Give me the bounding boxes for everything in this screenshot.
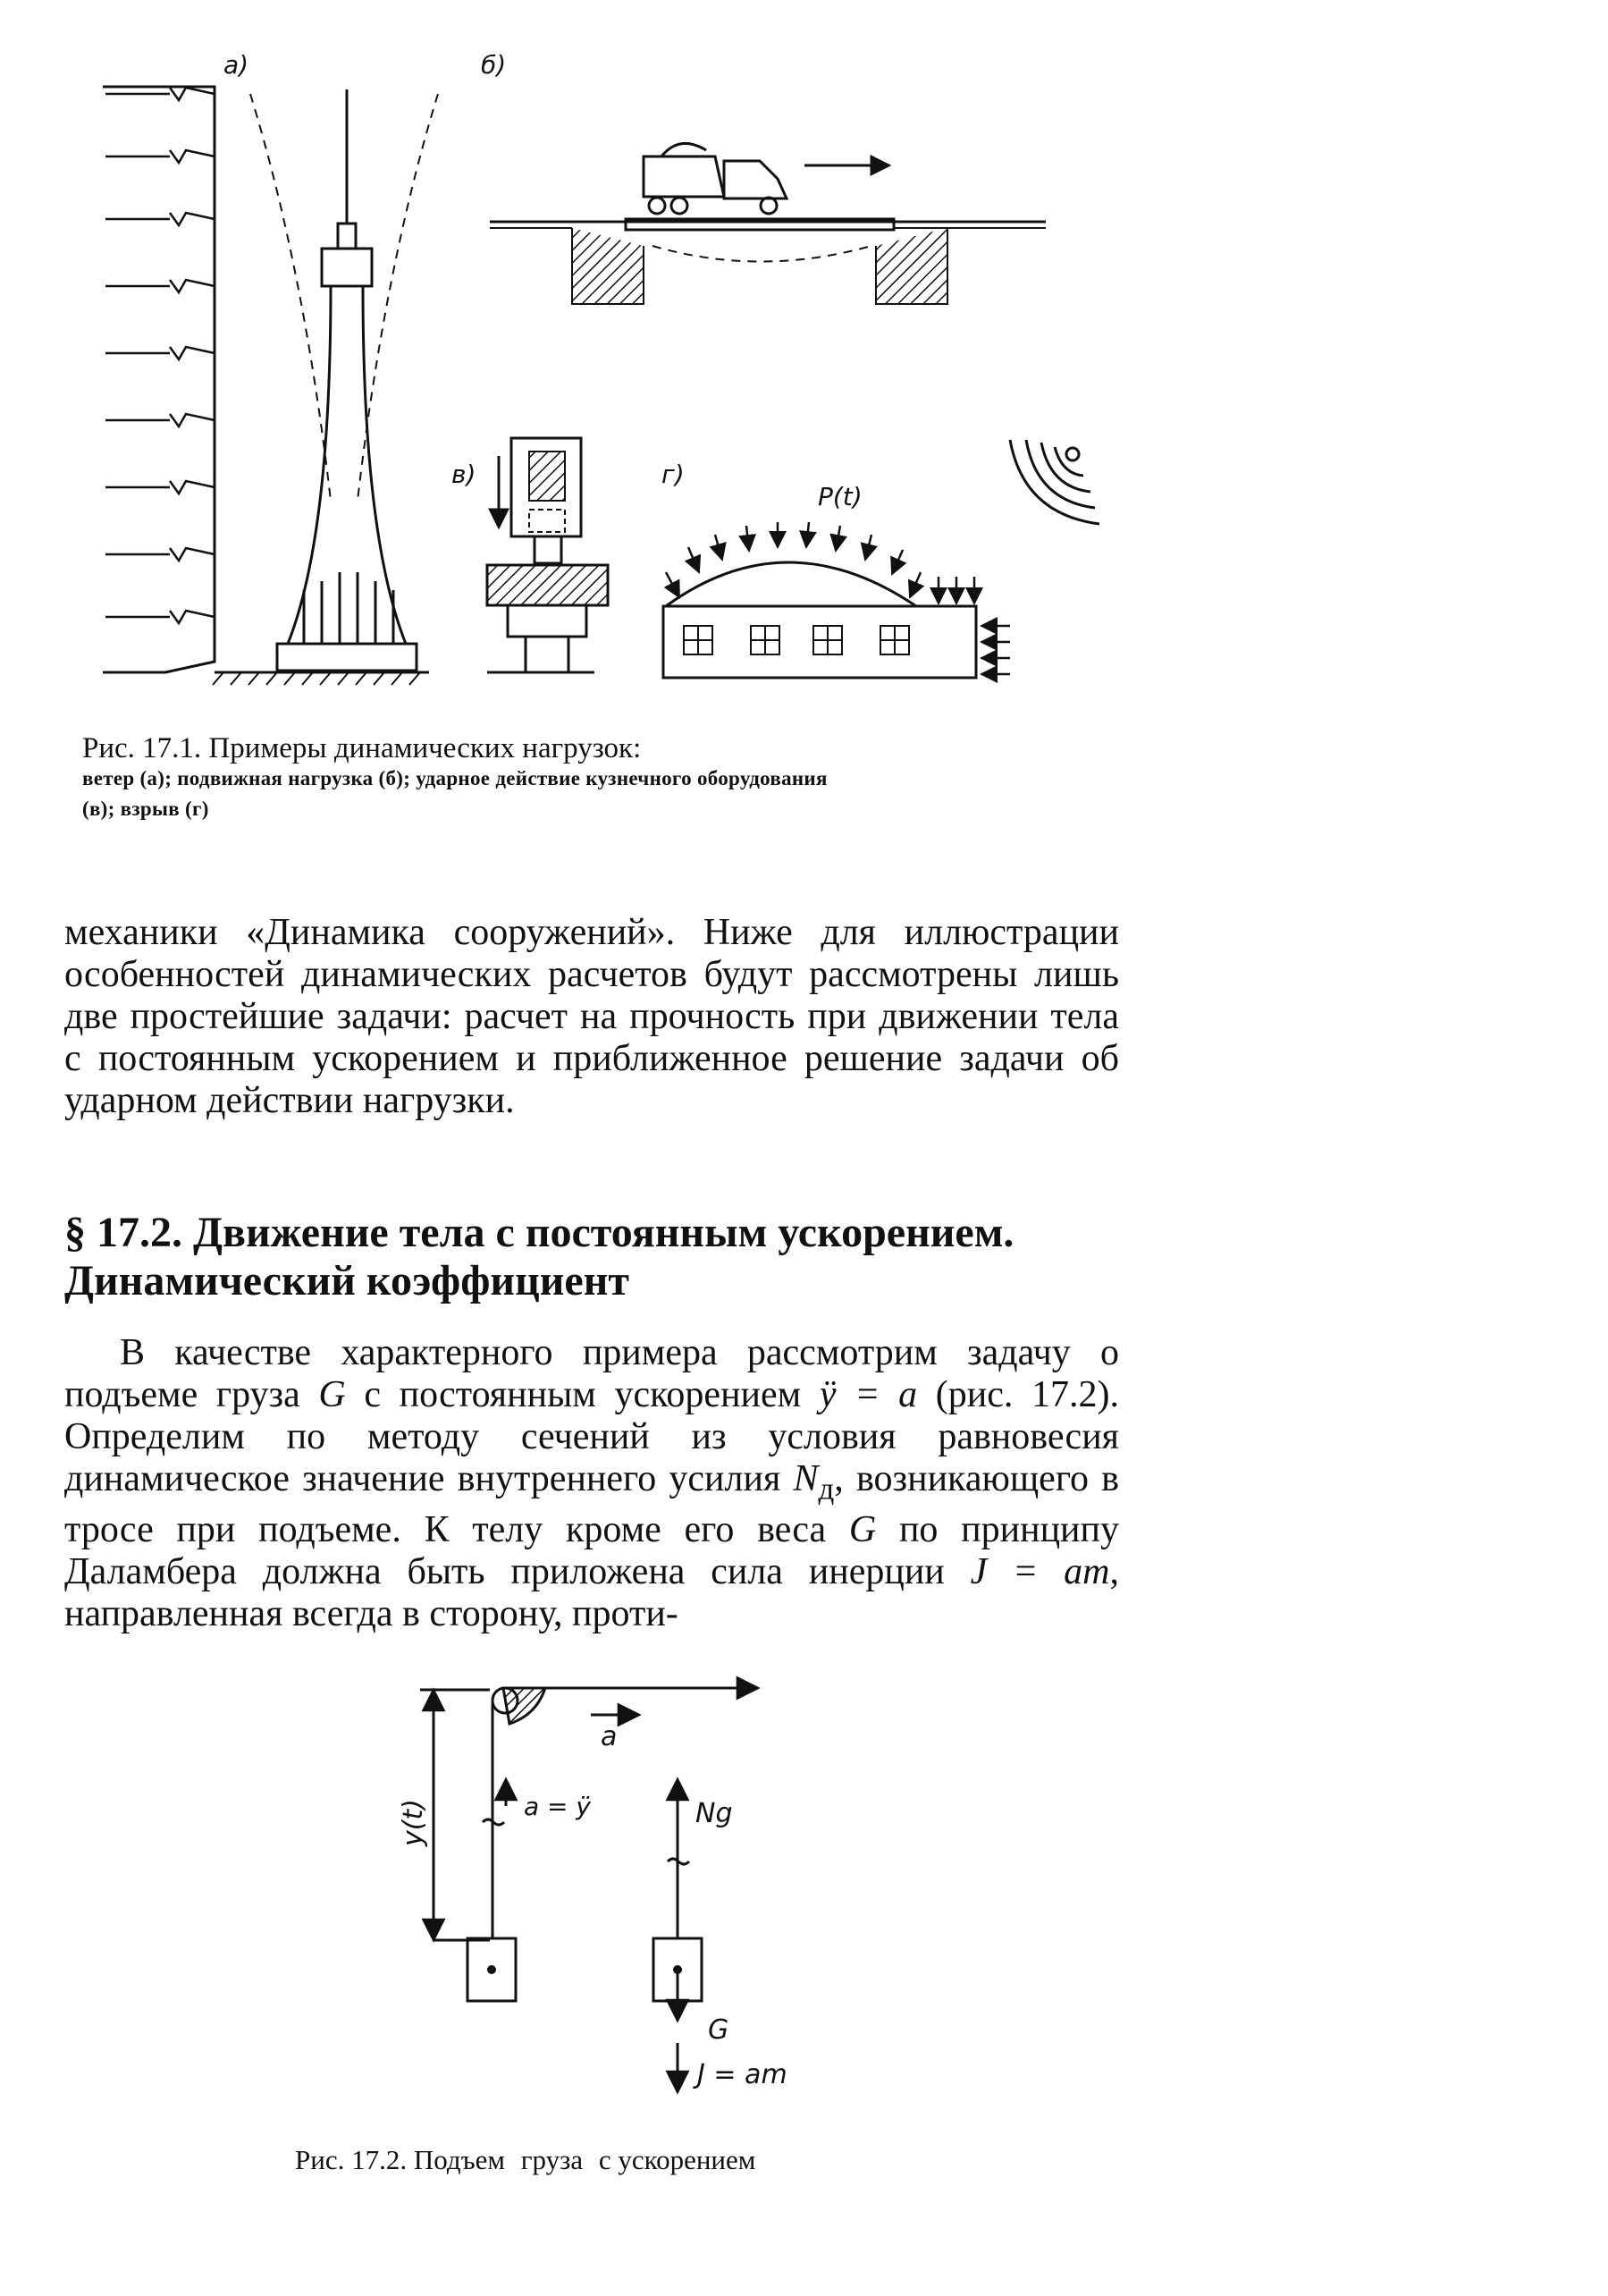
figure-17-1-caption-line2: (в); взрыв (г) xyxy=(82,798,209,820)
figure-17-1-caption-line1: ветер (а); подвижная нагрузка (б); ударное действие кузнечного оборудования xyxy=(82,767,828,789)
p2-equation: ÿ = a xyxy=(819,1374,918,1415)
label-load: P(t) xyxy=(818,482,863,511)
paragraph-2 xyxy=(64,1332,1119,1635)
p2-symbol-g: G xyxy=(318,1374,346,1415)
label-g: G xyxy=(708,2014,729,2046)
figure-17-2-caption-part3: с ускорением xyxy=(598,2144,756,2175)
forging-hammer-diagram xyxy=(451,438,608,672)
truck-icon xyxy=(644,143,787,214)
label-a-top: a xyxy=(601,1721,618,1752)
p2-symbol-n-sub: д xyxy=(818,1471,835,1507)
figure-17-2-caption-part2: груза xyxy=(520,2144,584,2175)
label-y: y(t) xyxy=(398,1799,429,1846)
figure-17-2 xyxy=(0,1645,1608,2146)
label-b: б) xyxy=(481,50,507,80)
bridge-truck-diagram xyxy=(481,50,1046,304)
figure-17-1 xyxy=(0,0,1608,715)
label-v: в) xyxy=(451,460,476,489)
p2-symbol-n: N xyxy=(793,1458,819,1499)
p3-text-2: по принципу Даламбера должна быть приложена сила инерции xyxy=(64,1509,1120,1593)
label-a: а) xyxy=(223,50,249,80)
tv-tower-icon xyxy=(250,89,438,671)
paragraph-1: механики «Динамика сооружений». Ниже для иллюстрации особенностей динамических расчетов будут рассмотрены лишь две простейшие задачи: расчет на прочность при движении тела с постоянным ускорением и приближенное решение задачи об ударном действии нагрузки. xyxy=(64,912,1119,1121)
label-ng: Ng xyxy=(695,1798,733,1829)
section-number: § 17.2. xyxy=(64,1209,182,1256)
p2-text-2: с постоянным ускорением xyxy=(345,1374,820,1415)
p3-symbol-g: G xyxy=(848,1509,877,1551)
figure-17-1-caption-title: Рис. 17.1. Примеры динамических нагрузок: xyxy=(82,732,642,764)
p2-text-3: (рис. 17.2). Определим по методу сечений из условия равновесия динамическое значение внутреннего усилия xyxy=(64,1374,1120,1499)
section-title: Движение тела с постоянным ускорением. Динамический коэффициент xyxy=(64,1209,1014,1304)
explosion-diagram xyxy=(661,440,1099,678)
label-j: J = am xyxy=(697,2059,787,2090)
label-accel: a = ÿ xyxy=(524,1792,591,1821)
p3-text-1: К телу кроме его веса xyxy=(424,1509,849,1551)
label-g: г) xyxy=(661,460,685,489)
p2-text-4: , возникающего в тросе при подъеме. xyxy=(64,1458,1120,1551)
figure-17-2-caption-part1: Рис. 17.2. Подъем xyxy=(295,2144,506,2175)
figure-17-1-caption xyxy=(82,733,1119,824)
blast-wave-icon xyxy=(1010,440,1099,524)
p3-text-3: , направленная всегда в сторону, проти- xyxy=(64,1551,1119,1635)
wind-load-diagram xyxy=(103,50,438,685)
p3-equation: J = am xyxy=(970,1551,1110,1593)
figure-17-2-caption xyxy=(295,2144,764,2176)
section-heading xyxy=(64,1209,1137,1305)
p2-text-1: В качестве характерного примера рассмотрим задачу о подъеме груза xyxy=(64,1332,1119,1415)
